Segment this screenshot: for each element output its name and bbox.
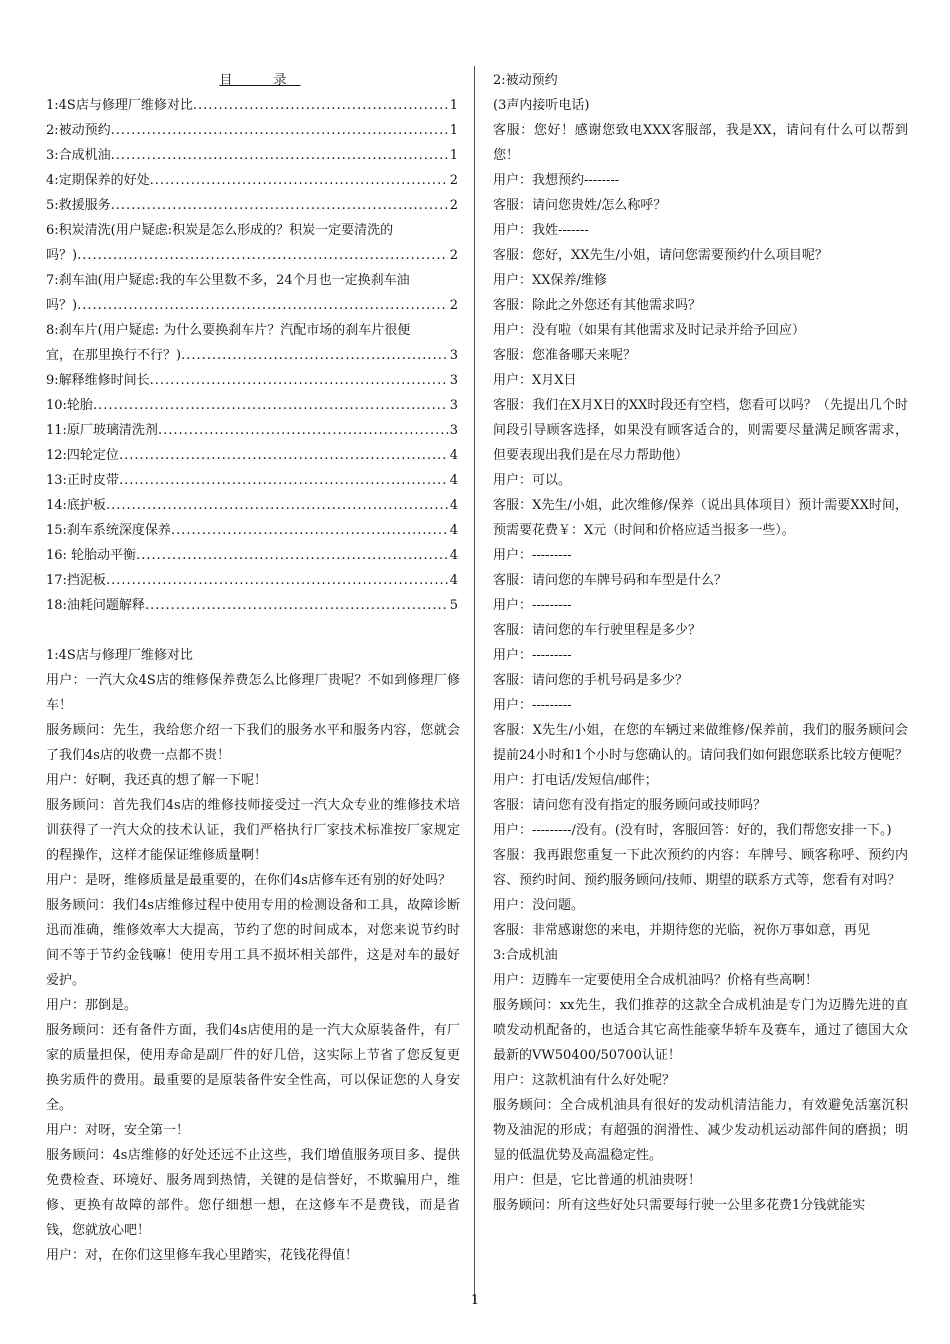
- toc-item[interactable]: [46, 468, 460, 493]
- toc-item-label: 16: 轮胎动平衡: [46, 548, 137, 563]
- dialogue-paragraph: 用户：我想预约--------: [493, 173, 620, 188]
- toc-leader-dots: [106, 568, 448, 593]
- toc-item-label: 11:原厂玻璃清洗剂: [46, 423, 158, 438]
- dialogue-paragraph: 用户：我姓-------: [493, 223, 589, 238]
- dialogue-paragraph: 服务顾问：所有这些好处只需要每行驶一公里多花费1分钱就能实: [493, 1198, 866, 1213]
- toc-item-label: 3:合成机油: [46, 148, 111, 163]
- toc-leader-dots: [111, 193, 448, 218]
- toc-item[interactable]: [46, 443, 460, 468]
- toc-leader-dots: [77, 243, 448, 268]
- toc-item-label: 13:正时皮带: [46, 473, 119, 488]
- dialogue-paragraph: 客服：您准备哪天来呢？: [493, 348, 637, 363]
- toc-leader-dots: [93, 393, 448, 418]
- dialogue-paragraph: 用户：但是，它比普通的机油贵呀！: [493, 1173, 702, 1188]
- toc-page-number: 4: [449, 573, 458, 588]
- toc-page-number: 5: [449, 598, 458, 613]
- right-body-text: [493, 68, 908, 1218]
- toc-item[interactable]: [46, 418, 460, 443]
- dialogue-paragraph: 用户：一汽大众4S店的维修保养费怎么比修理厂贵呢？不如到修理厂修车！: [46, 673, 460, 713]
- toc-item[interactable]: [46, 518, 460, 543]
- toc-item[interactable]: [46, 193, 460, 218]
- toc-leader-dots: [145, 593, 448, 618]
- section-heading: 1:4S店与修理厂维修对比: [46, 648, 193, 663]
- toc-item-label: 4:定期保养的好处: [46, 173, 150, 188]
- dialogue-paragraph: 客服：您好，XX先生/小姐，请问您需要预约什么项目呢？: [493, 248, 828, 263]
- dialogue-paragraph: 用户：打电话/发短信/邮件；: [493, 773, 658, 788]
- toc-page-number: 4: [449, 473, 458, 488]
- toc-item[interactable]: [46, 493, 460, 518]
- toc-page-number: 2: [449, 173, 458, 188]
- toc-item-label[interactable]: 6:积炭清洗(用户疑虑:积炭是怎么形成的？积炭一定要清洗的: [46, 223, 394, 238]
- toc-item[interactable]: [46, 343, 460, 368]
- toc-item[interactable]: [46, 368, 460, 393]
- toc-item[interactable]: [46, 293, 460, 318]
- table-of-contents: [46, 93, 460, 618]
- toc-page-number: 1: [449, 123, 458, 138]
- dialogue-paragraph: 用户：可以。: [493, 473, 572, 488]
- spacer: [46, 618, 460, 643]
- toc-item[interactable]: [46, 118, 460, 143]
- dialogue-paragraph: 服务顾问：我们4s店维修过程中使用专用的检测设备和工具，故障诊断迅而准确，维修效率大大提高，节约了您的时间成本，对您来说节约时间不等于节约金钱嘛！使用专用工具不损坏相关部件，这是对车的最好爱护。: [46, 898, 460, 988]
- dialogue-paragraph: 客服：X先生/小姐，此次维修/保养（说出具体项目）预计需要XX时间，预需要花费￥：X元（时间和价格应适当报多一些）。: [493, 498, 908, 538]
- page-number: 1: [470, 1293, 480, 1308]
- toc-page-number: 3: [449, 348, 458, 363]
- toc-page-number: 4: [449, 498, 458, 513]
- dialogue-paragraph: 客服：请问您有没有指定的服务顾问或技师吗？: [493, 798, 767, 813]
- dialogue-paragraph: 服务顾问：全合成机油具有很好的发动机清洁能力，有效避免活塞沉积物及油泥的形成；有超强的润滑性、减少发动机运动部件间的磨损；明显的低温优势及高温稳定性。: [493, 1098, 908, 1163]
- toc-page-number: 2: [449, 248, 458, 263]
- toc-item-label: 5:救援服务: [46, 198, 111, 213]
- dialogue-paragraph: 客服：请问您的车牌号码和车型是什么？: [493, 573, 728, 588]
- toc-leader-dots: [193, 93, 448, 118]
- dialogue-paragraph: 客服：请问您贵姓/怎么称呼？: [493, 198, 667, 213]
- dialogue-paragraph: 客服：非常感谢您的来电，并期待您的光临，祝你万事如意，再见: [493, 923, 871, 938]
- toc-page-number: 4: [449, 548, 458, 563]
- dialogue-paragraph: 客服：我再跟您重复一下此次预约的内容：车牌号、顾客称呼、预约内容、预约时间、预约服务顾问/技师、期望的联系方式等，您看有对吗？: [493, 848, 908, 888]
- dialogue-paragraph: 用户：那倒是。: [46, 998, 138, 1013]
- dialogue-paragraph: 用户：---------: [493, 548, 572, 563]
- dialogue-paragraph: 用户：这款机油有什么好处呢？: [493, 1073, 676, 1088]
- toc-item-label: 15:刹车系统深度保养: [46, 523, 171, 538]
- dialogue-paragraph: 用户：没有啦（如果有其他需求及时记录并给予回应）: [493, 323, 806, 338]
- toc-item[interactable]: [46, 168, 460, 193]
- toc-item-label: 12:四轮定位: [46, 448, 119, 463]
- dialogue-paragraph: 客服：除此之外您还有其他需求吗？: [493, 298, 702, 313]
- toc-leader-dots: [111, 143, 448, 168]
- toc-item-label[interactable]: 8:刹车片(用户疑虑: 为什么要换刹车片？汽配市场的刹车片很便: [46, 323, 411, 338]
- dialogue-paragraph: 服务顾问：首先我们4s店的维修技师接受过一汽大众专业的维修技术培训获得了一汽大众的技术认证，我们严格执行厂家技术标准按厂家规定的程操作，这样才能保证维修质量啊！: [46, 798, 460, 863]
- toc-leader-dots: [150, 168, 448, 193]
- toc-leader-dots: [158, 418, 448, 443]
- toc-item[interactable]: [46, 393, 460, 418]
- toc-page-number: 1: [449, 98, 458, 113]
- section-heading: 2:被动预约: [493, 73, 558, 88]
- toc-page-number: 2: [449, 198, 458, 213]
- dialogue-paragraph: 用户：好啊，我还真的想了解一下呢！: [46, 773, 268, 788]
- toc-item-label: 1:4S店与修理厂维修对比: [46, 98, 193, 113]
- toc-item[interactable]: [46, 568, 460, 593]
- toc-leader-dots: [119, 468, 448, 493]
- dialogue-paragraph: 用户：---------: [493, 598, 572, 613]
- toc-leader-dots: [106, 493, 448, 518]
- toc-leader-dots: [136, 543, 448, 568]
- dialogue-paragraph: 客服：我们在X月X日的XX时段还有空档，您看可以吗？（先提出几个时间段引导顾客选择，如果没有顾客适合的，则需要尽量满足顾客需求，但要表现出我们是在尽力帮助他）: [493, 398, 908, 463]
- dialogue-paragraph: 用户：没问题。: [493, 898, 585, 913]
- toc-item-label: 2:被动预约: [46, 123, 111, 138]
- toc-item[interactable]: [46, 543, 460, 568]
- toc-leader-dots: [119, 443, 448, 468]
- dialogue-paragraph: 用户：对，在你们这里修车我心里踏实，花钱花得值！: [46, 1248, 359, 1263]
- dialogue-paragraph: 服务顾问：还有备件方面，我们4s店使用的是一汽大众原装备件，有厂家的质量担保，使用寿命是副厂件的好几倍，这实际上节省了您反复更换劣质件的费用。最重要的是原装备件安全性高，可以保证您的人身安全。: [46, 1023, 460, 1113]
- toc-item-continuation: 吗？): [46, 248, 78, 263]
- dialogue-paragraph: 服务顾问：先生，我给您介绍一下我们的服务水平和服务内容，您就会了我们4s店的收费一点都不贵！: [46, 723, 460, 763]
- toc-page-number: 4: [449, 448, 458, 463]
- toc-page-number: 2: [449, 298, 458, 313]
- toc-item-label: 9:解释维修时间长: [46, 373, 150, 388]
- toc-page-number: 3: [449, 423, 458, 438]
- toc-item-continuation: 吗？): [46, 298, 78, 313]
- toc-leader-dots: [77, 293, 448, 318]
- toc-page-number: 3: [449, 373, 458, 388]
- dialogue-paragraph: 服务顾问：xx先生，我们推荐的这款全合成机油是专门为迈腾先进的直喷发动机配备的，也适合其它高性能豪华轿车及赛车，通过了德国大众最新的VW50400/50700认证！: [493, 998, 908, 1063]
- toc-item[interactable]: [46, 143, 460, 168]
- dialogue-paragraph: 用户：是呀，维修质量是最重要的，在你们4s店修车还有别的好处吗？: [46, 873, 451, 888]
- toc-item-label: 10:轮胎: [46, 398, 93, 413]
- toc-item[interactable]: [46, 593, 460, 618]
- toc-item-continuation: 宜，在那里换行不行？): [46, 348, 182, 363]
- dialogue-paragraph: 服务顾问：4s店维修的好处还远不止这些，我们增值服务项目多、提供免费检查、环境好、服务周到热情，关键的是信誉好，不欺骗用户，维修、更换有故障的部件。您仔细想一想，在这修车不是费钱，而是省钱，您就放心吧！: [46, 1148, 460, 1238]
- section-heading: 3:合成机油: [493, 948, 558, 963]
- dialogue-paragraph: 用户：对呀，安全第一！: [46, 1123, 190, 1138]
- toc-item[interactable]: [46, 93, 460, 118]
- dialogue-paragraph: 客服：请问您的车行驶里程是多少？: [493, 623, 702, 638]
- dialogue-paragraph: 客服：X先生/小姐，在您的车辆过来做维修/保养前，我们的服务顾问会提前24小时和1个小时与您确认的。请问我们如何跟您联系比较方便呢？: [493, 723, 908, 763]
- dialogue-paragraph: 客服：您好！感谢您致电XXX客服部，我是XX，请问有什么可以帮到您！: [493, 123, 908, 163]
- toc-leader-dots: [181, 343, 448, 368]
- toc-item-label[interactable]: 7:刹车油(用户疑虑:我的车公里数不多，24个月也一定换刹车油: [46, 273, 410, 288]
- toc-item-label: 14:底护板: [46, 498, 106, 513]
- toc-title: 目 录: [219, 73, 301, 88]
- toc-page-number: 3: [449, 398, 458, 413]
- column-divider: [474, 66, 475, 1304]
- dialogue-paragraph: 用户：---------: [493, 698, 572, 713]
- toc-item[interactable]: [46, 243, 460, 268]
- dialogue-paragraph: 用户：---------: [493, 648, 572, 663]
- dialogue-paragraph: 用户：迈腾车一定要使用全合成机油吗？价格有些高啊！: [493, 973, 819, 988]
- dialogue-paragraph: (3声内接听电话): [493, 98, 590, 113]
- dialogue-paragraph: 用户：X月X日: [493, 373, 577, 388]
- toc-page-number: 1: [449, 148, 458, 163]
- toc-page-number: 4: [449, 523, 458, 538]
- toc-leader-dots: [150, 368, 448, 393]
- right-column: [493, 68, 908, 1218]
- left-column: [46, 68, 460, 1268]
- dialogue-paragraph: 客服：请问您的手机号码是多少？: [493, 673, 689, 688]
- toc-item-label: 18:油耗问题解释: [46, 598, 145, 613]
- toc-item-label: 17:挡泥板: [46, 573, 106, 588]
- dialogue-paragraph: 用户：XX保养/维修: [493, 273, 607, 288]
- toc-leader-dots: [111, 118, 448, 143]
- left-body-text: [46, 643, 460, 1268]
- toc-leader-dots: [171, 518, 448, 543]
- dialogue-paragraph: 用户：---------/没有。(没有时，客服回答：好的，我们帮您安排一下。): [493, 823, 892, 838]
